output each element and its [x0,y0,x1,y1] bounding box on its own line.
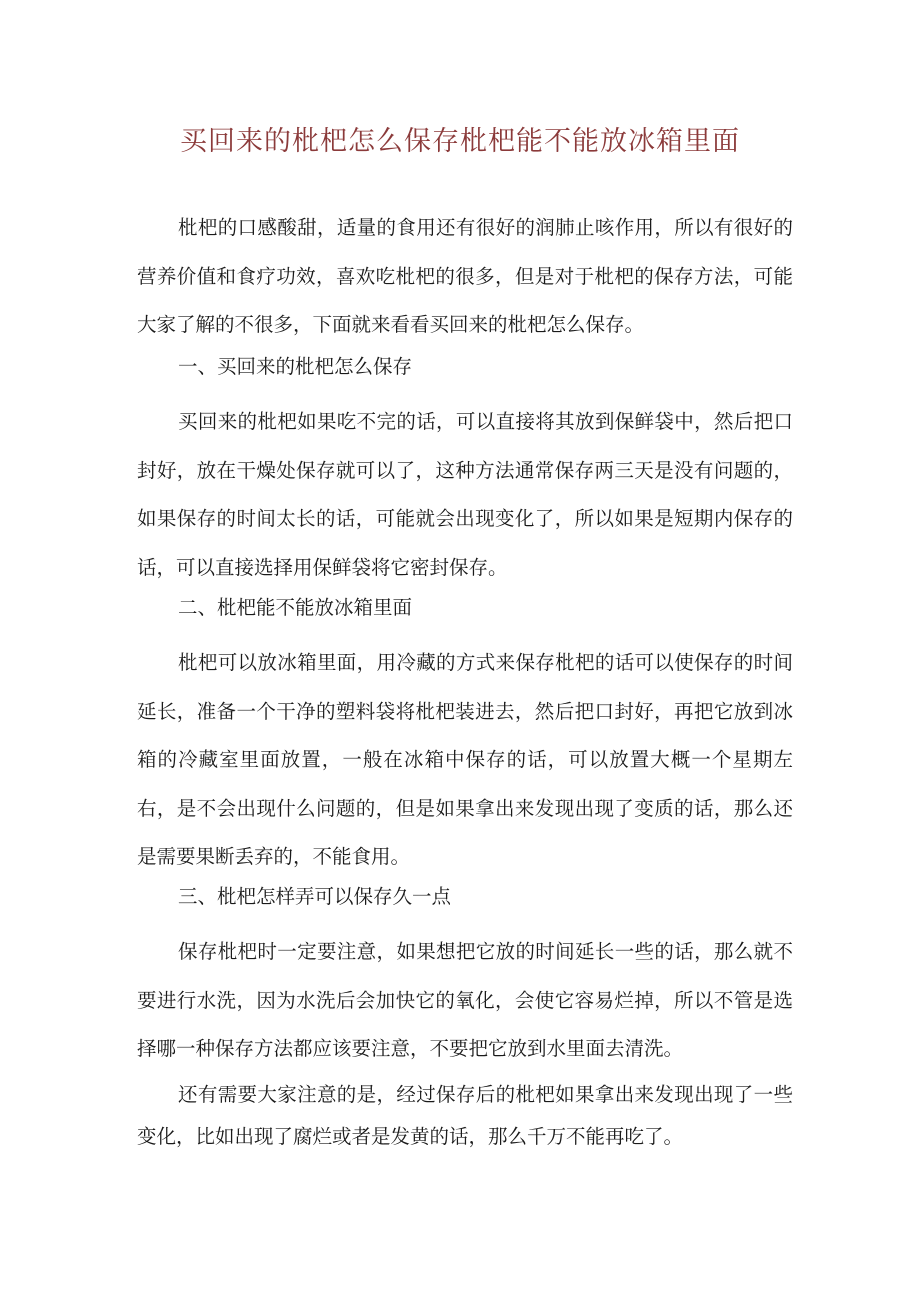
section-heading-3: 三、枇杷怎样弄可以保存久一点 [178,885,452,908]
section-heading-2: 二、枇杷能不能放冰箱里面 [178,596,413,619]
section-heading-1: 一、买回来的枇杷怎么保存 [178,355,413,378]
section-body-2: 枇杷可以放冰箱里面，用冷藏的方式来保存枇杷的话可以使保存的时间延长，准备一个干净的塑料袋将枇杷装进去，然后把口封好，再把它放到冰箱的冷藏室里面放置，一般在冰箱中保存的话，可以放置大概一个星期左右，是不会出现什么问题的，但是如果拿出来发现出现了变质的话，那么还是需要果断丢弃的，不能食用。 [137,651,793,869]
page-title: 买回来的枇杷怎么保存枇杷能不能放冰箱里面 [180,126,740,157]
section-body-3: 保存枇杷时一定要注意，如果想把它放的时间延长一些的话，那么就不要进行水洗，因为水洗后会加快它的氧化，会使它容易烂掉，所以不管是选择哪一种保存方法都应该要注意，不要把它放到水里面去清洗。 [137,940,793,1061]
intro-paragraph: 枇杷的口感酸甜，适量的食用还有很好的润肺止咳作用，所以有很好的营养价值和食疗功效，喜欢吃枇杷的很多，但是对于枇杷的保存方法，可能大家了解的不很多，下面就来看看买回来的枇杷怎么保存。 [137,216,793,337]
closing-paragraph: 还有需要大家注意的是，经过保存后的枇杷如果拿出来发现出现了一些变化，比如出现了腐烂或者是发黄的话，那么千万不能再吃了。 [137,1083,793,1148]
section-body-1: 买回来的枇杷如果吃不完的话，可以直接将其放到保鲜袋中，然后把口封好，放在干燥处保存就可以了，这种方法通常保存两三天是没有问题的，如果保存的时间太长的话，可能就会出现变化了，所以如果是短期内保存的话，可以直接选择用保鲜袋将它密封保存。 [137,410,793,579]
